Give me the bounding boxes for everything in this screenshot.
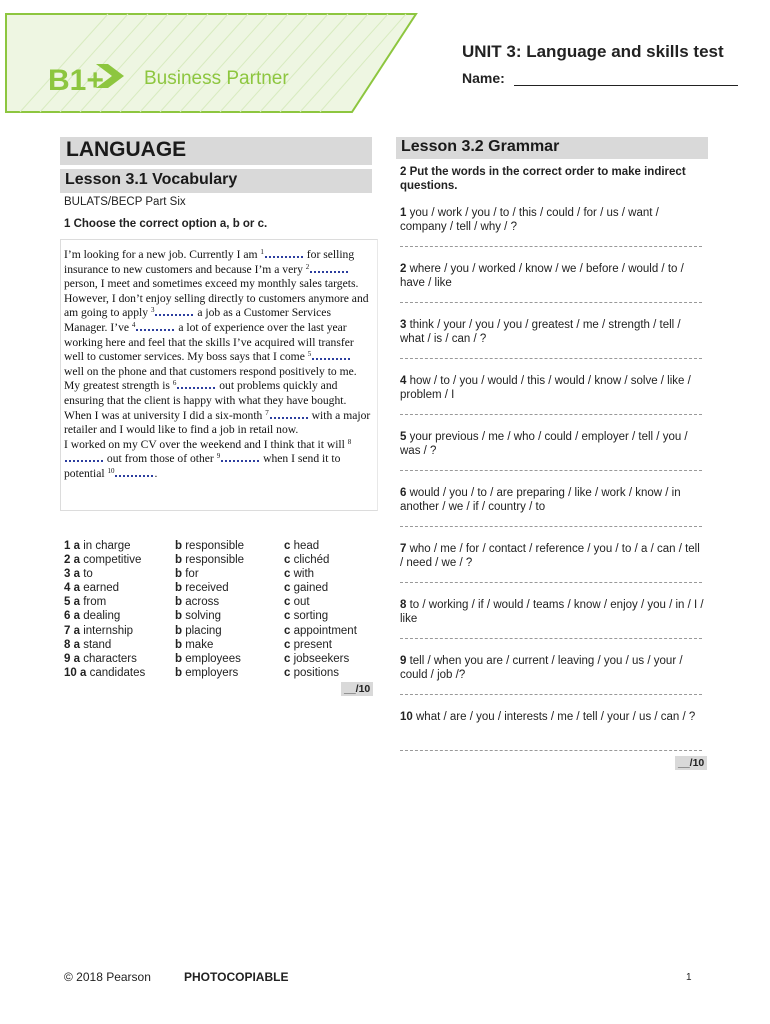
level-logo: B1+	[48, 64, 104, 97]
answer-line-1[interactable]	[400, 246, 702, 247]
gap-number: 6	[172, 379, 177, 388]
option-6-b[interactable]: b solving	[175, 610, 222, 623]
option-1-a[interactable]: 1 a in charge	[64, 540, 131, 552]
option-8-a[interactable]: 8 a stand	[64, 638, 112, 651]
gap-number: 1	[260, 248, 264, 256]
option-2-a[interactable]: 2 a competitive	[64, 554, 142, 567]
option-9-b[interactable]: b employees	[175, 652, 241, 665]
option-7-b[interactable]: b placing	[175, 624, 222, 637]
lesson-title: Lesson 3.2 Grammar	[401, 138, 560, 155]
question-4: 4 how / to / you / would / this / would / know / solve / like / problem / I	[400, 375, 691, 401]
option-7-c[interactable]: c appointment	[284, 624, 357, 637]
option-10-a[interactable]: 10 a candidates	[64, 666, 146, 679]
option-6-a[interactable]: 6 a dealing	[64, 610, 121, 623]
answer-line-3[interactable]	[400, 358, 702, 359]
instruction-1: 1 Choose the correct option a, b or c.	[64, 218, 268, 230]
question-2: 2 where / you / worked / know / we / before / would / to / have / like	[400, 263, 684, 289]
gap-number: 5	[307, 350, 312, 359]
question-10: 10 what / are / you / interests / me / tell / your / us / can / ?	[400, 711, 696, 723]
gap-blank[interactable]	[310, 263, 348, 273]
gap-blank[interactable]	[177, 379, 215, 389]
gap-blank[interactable]	[155, 306, 193, 316]
option-8-b[interactable]: b make	[175, 638, 214, 651]
gap-number: 8	[347, 437, 352, 446]
option-5-c[interactable]: c out	[284, 596, 310, 609]
photocopiable-label: PHOTOCOPIABLE	[184, 970, 289, 984]
option-2-c[interactable]: c clichéd	[284, 554, 330, 567]
instruction-2: 2 Put the words in the correct order to make indirect questions.	[400, 166, 686, 192]
option-3-a[interactable]: 3 a to	[64, 568, 93, 581]
gap-blank[interactable]	[136, 321, 174, 331]
lesson-heading-vocabulary	[60, 169, 372, 193]
option-3-c[interactable]: c with	[284, 568, 315, 581]
question-6: 6 would / you / to / are preparing / like / work / know / in another / we / if / country / to	[400, 487, 681, 513]
section-title: LANGUAGE	[66, 138, 187, 161]
options-column-b	[175, 539, 244, 680]
brand-name: Business Partner	[144, 68, 289, 89]
gap-number: 2	[305, 262, 310, 271]
options-column-a	[64, 539, 145, 680]
unit-title: UNIT 3: Language and skills test	[462, 42, 724, 61]
name-field-line[interactable]	[514, 85, 738, 86]
score-box-1: __/10	[341, 682, 373, 696]
lesson-heading-grammar	[396, 137, 708, 159]
answer-line-2[interactable]	[400, 302, 702, 303]
gap-blank[interactable]	[265, 248, 303, 258]
answer-line-8[interactable]	[400, 638, 702, 639]
option-9-a[interactable]: 9 a characters	[64, 652, 137, 665]
answer-line-9[interactable]	[400, 694, 702, 695]
option-4-b[interactable]: b received	[175, 582, 229, 595]
question-3: 3 think / your / you / you / greatest / me / strength / tell / what / is / can / ?	[400, 319, 681, 345]
option-7-a[interactable]: 7 a internship	[64, 624, 134, 637]
option-3-b[interactable]: b for	[175, 568, 199, 581]
option-1-b[interactable]: b responsible	[175, 540, 245, 552]
answer-line-10[interactable]	[400, 750, 702, 751]
score-box-2: __/10	[675, 756, 707, 770]
question-9: 9 tell / when you are / current / leaving / you / us / your / could / job /?	[400, 655, 683, 681]
gap-number: 9	[216, 452, 221, 461]
option-5-a[interactable]: 5 a from	[64, 596, 107, 609]
answer-line-6[interactable]	[400, 526, 702, 527]
gap-number: 3	[150, 306, 155, 315]
question-8: 8 to / working / if / would / teams / know / enjoy / you / in / I / like	[400, 599, 704, 625]
gap-number: 7	[265, 408, 269, 417]
gap-blank[interactable]	[221, 452, 259, 462]
name-label: Name:	[462, 70, 505, 86]
gap-number: 10	[107, 466, 115, 475]
option-6-c[interactable]: c sorting	[284, 610, 329, 623]
exam-part-label: BULATS/BECP Part Six	[64, 196, 186, 208]
option-10-c[interactable]: c positions	[284, 666, 339, 679]
answer-line-5[interactable]	[400, 470, 702, 471]
option-10-b[interactable]: b employers	[175, 666, 239, 679]
question-5: 5 your previous / me / who / could / employer / tell / you / was / ?	[400, 431, 688, 457]
option-9-c[interactable]: c jobseekers	[284, 652, 350, 665]
options-column-c	[284, 539, 357, 680]
gap-blank[interactable]	[65, 452, 103, 462]
option-4-c[interactable]: c gained	[284, 582, 329, 595]
gap-blank[interactable]	[115, 467, 153, 477]
option-5-b[interactable]: b across	[175, 596, 220, 609]
answer-line-4[interactable]	[400, 414, 702, 415]
option-2-b[interactable]: b responsible	[175, 554, 245, 567]
option-1-c[interactable]: c head	[284, 540, 320, 552]
page-number: 1	[686, 972, 692, 983]
question-7: 7 who / me / for / contact / reference / you / to / a / can / tell / need / we / ?	[400, 543, 700, 569]
answer-line-7[interactable]	[400, 582, 702, 583]
gap-number: 4	[131, 320, 136, 329]
section-heading	[60, 137, 372, 165]
gap-blank[interactable]	[312, 350, 350, 360]
gap-fill-passage: I’m looking for a new job. Currently I am $^1$ for selling insurance to new customers and because I’m a very $^2$ person, I meet and sometimes exceed my monthly sales targets. However, I don’t enjoy selling directly to customers anymore and am going to apply $^3$ a job as a Customer Services Manager. I’ve $^4$ a lot of experience over the last year working here and feel that the skills I’ve acquired will transfer well to customer services. My boss says that I come $^5$ well on the phone and that customers respond positively to me. My greatest strength is $^6$ out problems quickly and ensuring that the client is happy with what they have bought. When I was at university I did a six-month $^7$ with a major retailer and I would like to find a job in retail now. I worked on my CV over the weekend and I think that it will $^8$ out from those of other $^9$ when I send it to potential $^{10}$ .	[64, 248, 371, 480]
gap-blank[interactable]	[270, 409, 308, 419]
option-8-c[interactable]: c present	[284, 638, 332, 651]
question-1: 1 you / work / you / to / this / could / for / us / want / company / tell / why / ?	[400, 207, 659, 233]
lesson-title: Lesson 3.1 Vocabulary	[65, 171, 238, 188]
copyright: © 2018 Pearson	[64, 970, 151, 984]
option-4-a[interactable]: 4 a earned	[64, 582, 120, 595]
